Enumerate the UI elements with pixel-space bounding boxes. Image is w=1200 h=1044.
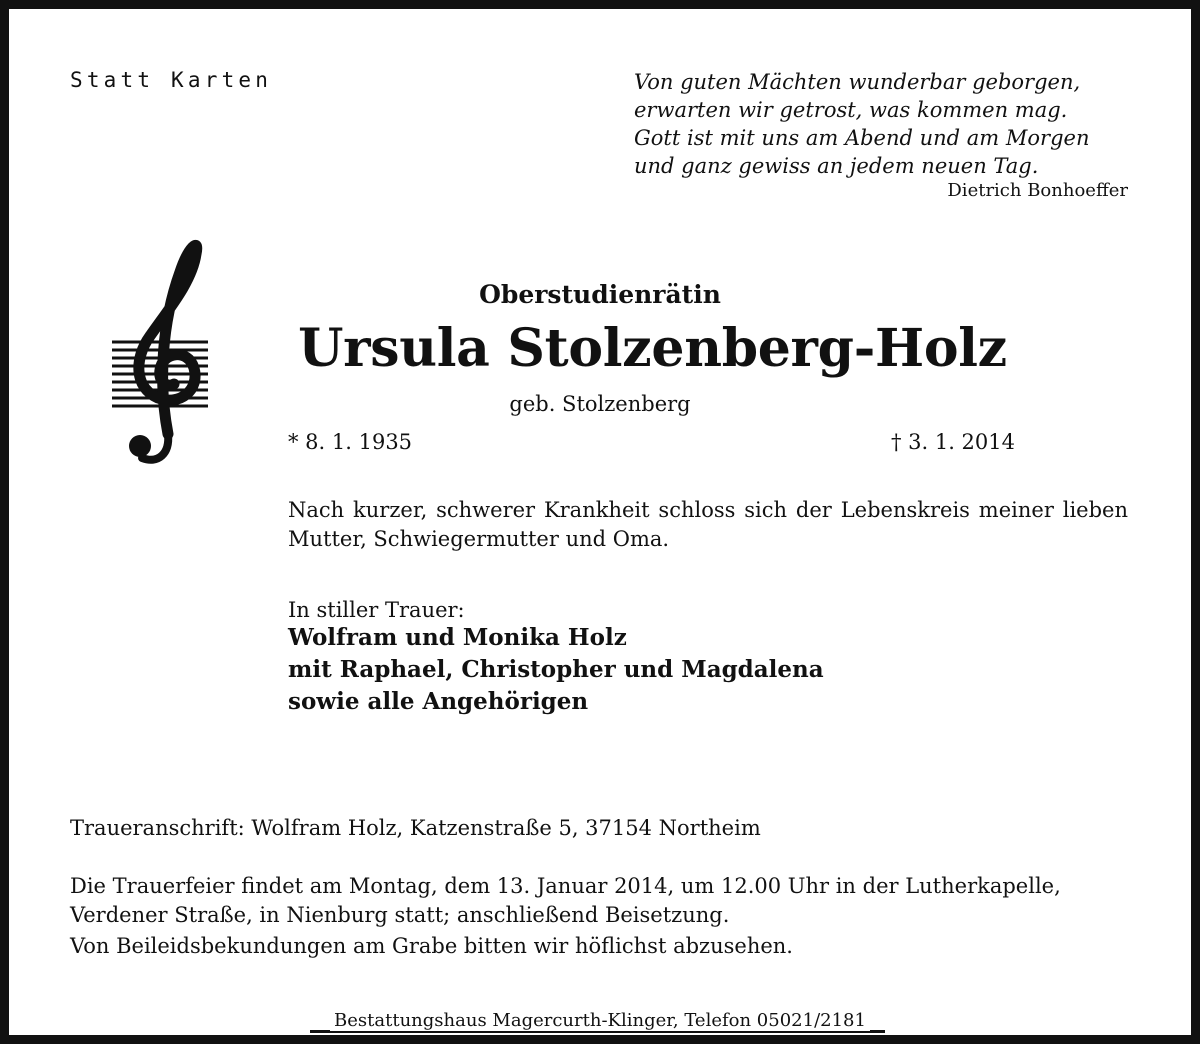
death-date: † 3. 1. 2014: [890, 430, 1015, 454]
treble-clef-icon: [110, 232, 210, 472]
mourners-intro: In stiller Trauer:: [288, 598, 465, 622]
condolence-note: Von Beileidsbekundungen am Grabe bitten wir höflichst abzusehen.: [70, 934, 793, 958]
mourner-line: sowie alle Angehörigen: [288, 688, 589, 715]
poem-author: Dietrich Bonhoeffer: [947, 180, 1128, 201]
undertaker-text: Bestattungshaus Magercurth-Klinger, Telefon 05021/2181: [330, 1010, 870, 1031]
mourning-address: Traueranschrift: Wolfram Holz, Katzenstraße 5, 37154 Northeim: [70, 816, 761, 840]
poem-line: und ganz gewiss an jedem neuen Tag.: [634, 154, 1039, 178]
poem-line: Gott ist mit uns am Abend und am Morgen: [634, 126, 1090, 150]
poem-line: Von guten Mächten wunderbar geborgen,: [634, 70, 1081, 94]
deceased-name: Ursula Stolzenberg-Holz: [298, 318, 1007, 379]
ceremony-info: [70, 872, 1130, 930]
mourner-line: Wolfram und Monika Holz: [288, 624, 627, 651]
maiden-name: geb. Stolzenberg: [509, 392, 691, 416]
ceremony-line: Verdener Straße, in Nienburg statt; anschließend Beisetzung.: [70, 903, 730, 927]
undertaker-line: [0, 1010, 1200, 1031]
statt-karten-label: Statt Karten: [70, 68, 273, 92]
death-notice-text: Nach kurzer, schwerer Krankheit schloss sich der Lebenskreis meiner lieben Mutter, Schwiegermutter und Oma.: [288, 498, 1128, 551]
poem-block: [634, 68, 1134, 180]
deceased-title: Oberstudienrätin: [479, 280, 721, 309]
mourner-line: mit Raphael, Christopher und Magdalena: [288, 656, 824, 683]
ceremony-line: Die Trauerfeier findet am Montag, dem 13. Januar 2014, um 12.00 Uhr in der Lutherkapelle,: [70, 874, 1061, 898]
poem-line: erwarten wir getrost, was kommen mag.: [634, 98, 1068, 122]
birth-date: * 8. 1. 1935: [288, 430, 413, 454]
